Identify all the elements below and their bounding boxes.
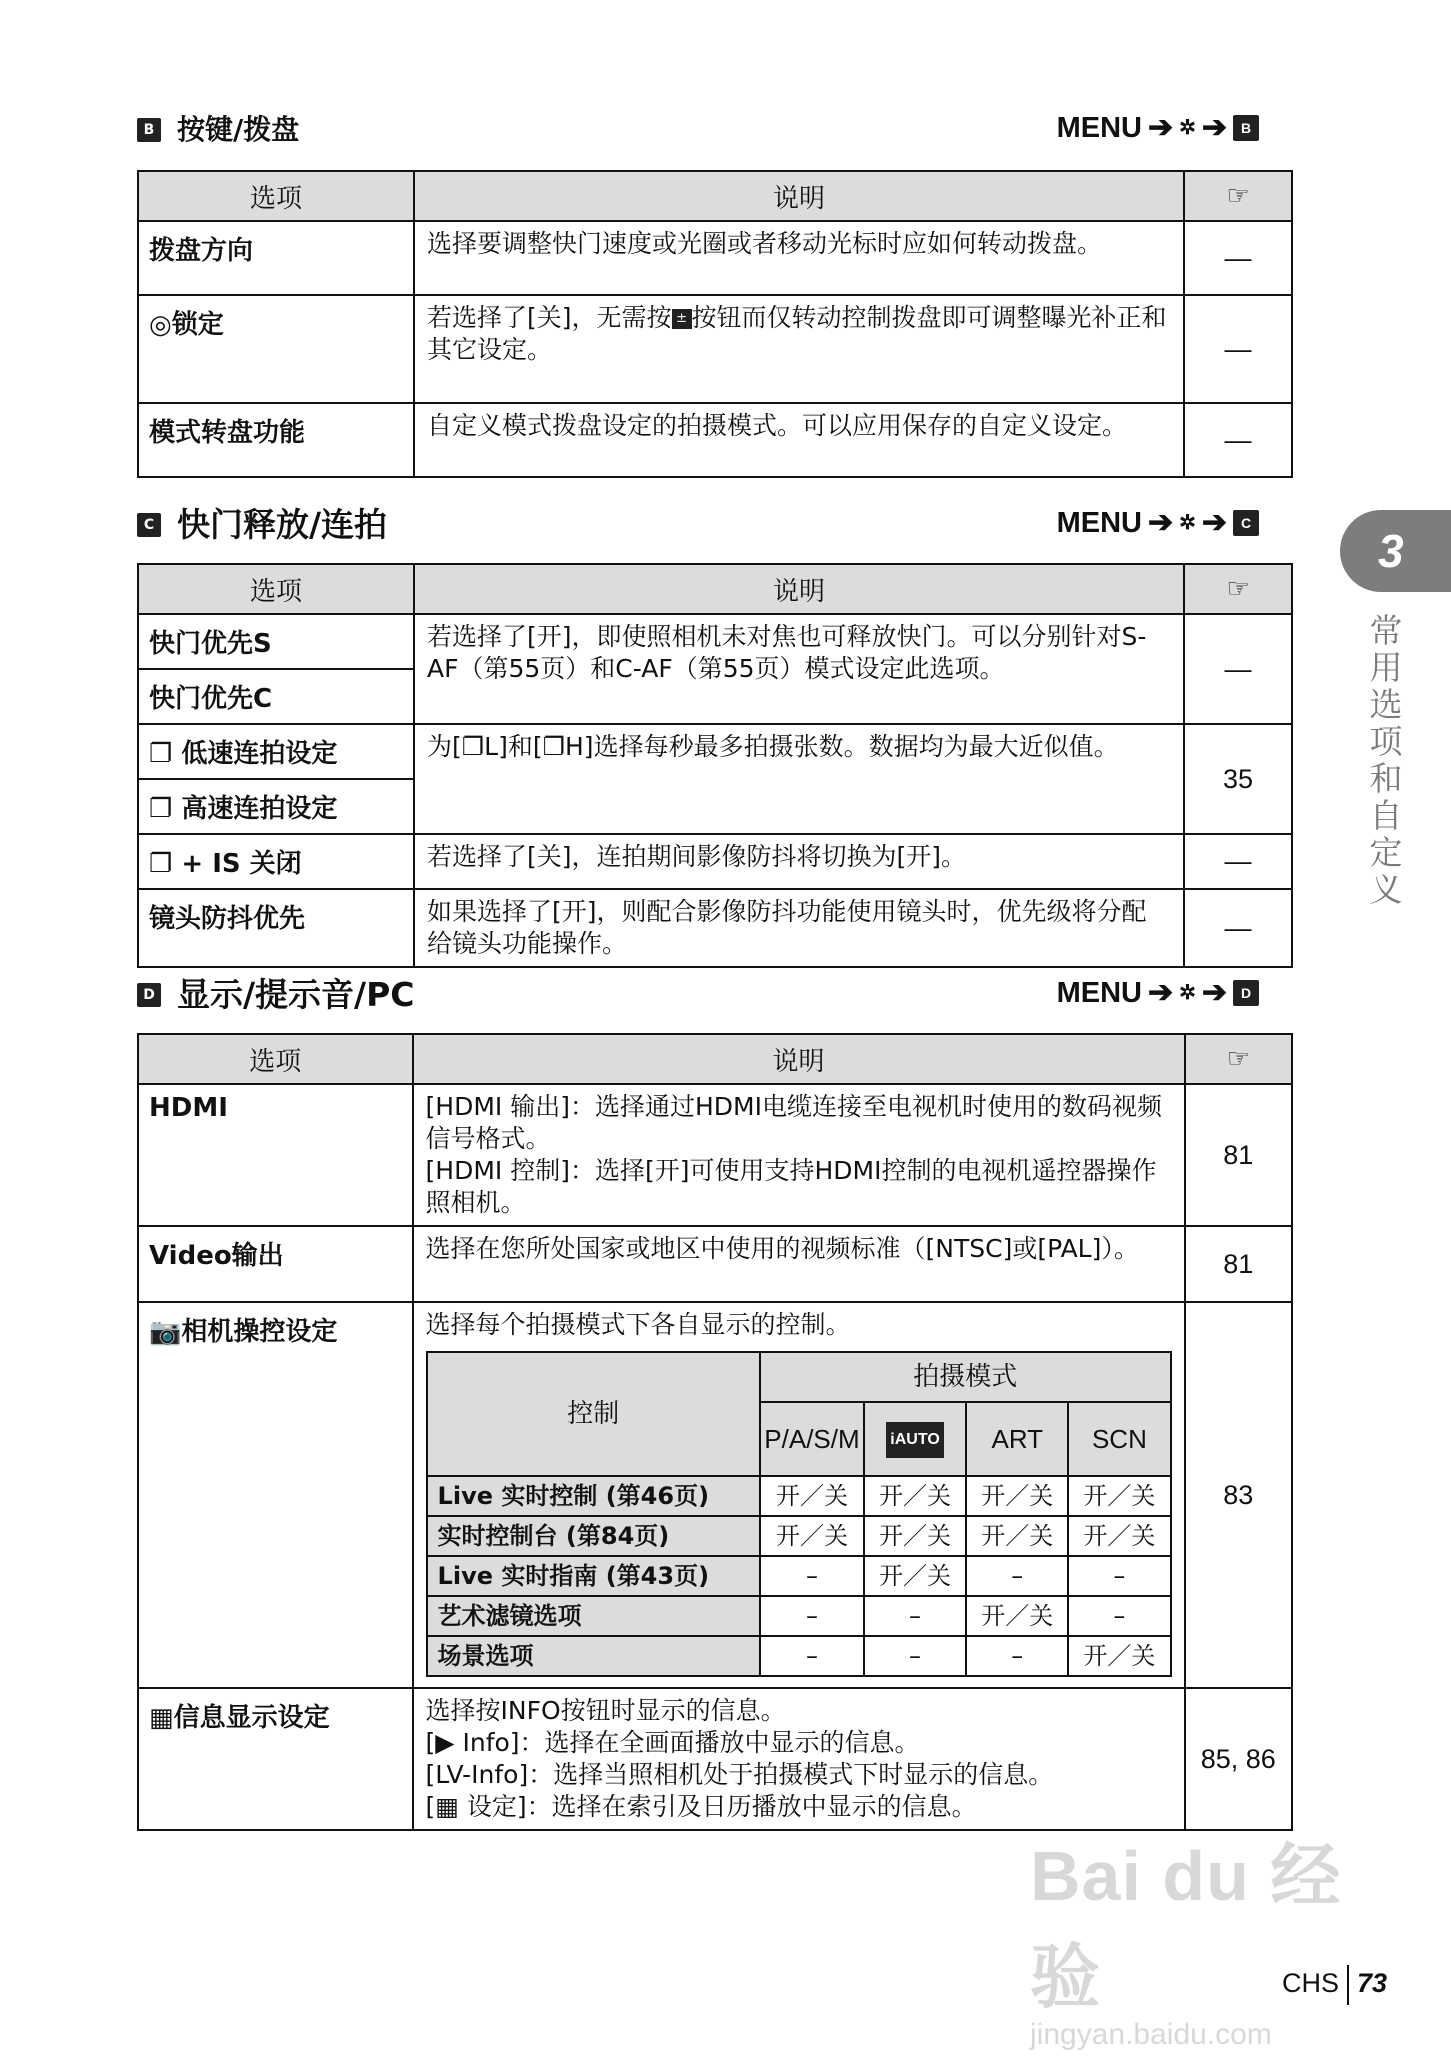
arrow-right-icon: ➔ bbox=[1147, 111, 1174, 144]
custom-menu-c-icon: C bbox=[1233, 510, 1259, 536]
table-row: ◎锁定 若选择了[关]，无需按 ± 按钮而仅转动控制拨盘即可调整曝光补正和其它设定。 — bbox=[138, 295, 1292, 403]
table-display-pc: 选项 说明 ☞ HDMI [HDMI 输出]：选择通过HDMI电缆连接至电视机时使用的数码视频信号格式。 [HDMI 控制]：选择[开]可使用支持HDMI控制的电视机遥控器操作照相机。 81 Video输出 选择在您所处国家或地区中使用的视频标准（[NTSC]或[PAL]）。 81 📷相机操控设定 选择每个拍摄模式下各自显示的控制。 控制 拍摄模式 P/A/S/M iAUTO ART SCN Live 实时控制 (第46页) 开／关 开／关 开／关 开／关 实时控制台 (第84页) 开／关 开／关 开／关 开／关 Live 实时指南 (第43页) – 开／关 – – 艺术滤镜选项 – – 开／关 – 场景选项 – – – 开／关 83 ▦信息显示设定 选择按INFO按钮时显示的信息。 [▶ Info]：选择在全画面播放中显示的信息。 [LV-Info]：选择当照相机处于拍摄模式下时显示的信息。 [▦ 设定]：选择在索引及日历播放中显示的信息。 85, 86 bbox=[137, 1033, 1293, 1831]
gear-icon: ✲ bbox=[1179, 512, 1196, 534]
index-grid-icon: ▦ bbox=[149, 1703, 174, 1733]
table-row: Live 实时指南 (第43页) – 开／关 – – bbox=[427, 1556, 1171, 1596]
table-row: HDMI [HDMI 输出]：选择通过HDMI电缆连接至电视机时使用的数码视频信号格式。 [HDMI 控制]：选择[开]可使用支持HDMI控制的电视机遥控器操作照相机。 81 bbox=[138, 1084, 1292, 1226]
table-row: Video输出 选择在您所处国家或地区中使用的视频标准（[NTSC]或[PAL]）。 81 bbox=[138, 1226, 1292, 1302]
arrow-right-icon: ➔ bbox=[1201, 111, 1227, 144]
page-number: 73 bbox=[1357, 1968, 1388, 1999]
gear-icon: ✲ bbox=[1179, 117, 1196, 139]
table-row: 快门优先C bbox=[138, 669, 1292, 724]
gear-icon: ✲ bbox=[1179, 982, 1196, 1004]
watermark: Bai du 经验 jingyan.baidu.com bbox=[1030, 1837, 1342, 2051]
table-row: 艺术滤镜选项 – – 开／关 – bbox=[427, 1596, 1171, 1636]
table-row: 场景选项 – – – 开／关 bbox=[427, 1636, 1171, 1676]
page-footer: CHS 73 bbox=[1282, 1965, 1387, 2005]
chapter-title: 常用选项和自定义 bbox=[1369, 611, 1403, 909]
menu-path: MENU ➔ ✲ ➔ D bbox=[1051, 975, 1259, 1011]
arrow-right-icon: ➔ bbox=[1201, 976, 1227, 1009]
chapter-tab: 3 bbox=[1340, 510, 1451, 592]
sequential-shooting-icon: ❐ bbox=[149, 794, 173, 824]
page-ref-icon: ☞ bbox=[1184, 564, 1292, 614]
section-title: 按键/拨盘 bbox=[177, 110, 307, 150]
arrow-right-icon: ➔ bbox=[1147, 506, 1174, 539]
table-release-sequential: 选项 说明 ☞ 快门优先S 若选择了[开]，即使照相机未对焦也可释放快门。可以分别针对S-AF（第55页）和C-AF（第55页）模式设定此选项。 — 快门优先C ❐ 低速连拍设定 为[❐L]和[❐H]选择每秒最多拍摄张数。数据均为最大近似值。 35 ❐ 高速连拍设定 ❐ + IS 关闭 若选择了[关]，连拍期间影像防抖将切换为[开]。 — 镜头防抖优先 如果选择了[开]，则配合影像防抖功能使用镜头时，优先级将分配给镜头功能操作。 — bbox=[137, 563, 1293, 968]
table-row: ❐ + IS 关闭 若选择了[关]，连拍期间影像防抖将切换为[开]。 — bbox=[138, 834, 1292, 889]
custom-menu-d-icon: D bbox=[1233, 980, 1259, 1006]
table-row: 实时控制台 (第84页) 开／关 开／关 开／关 开／关 bbox=[427, 1516, 1171, 1556]
table-row: ❐ 高速连拍设定 bbox=[138, 779, 1292, 834]
dial-icon: ◎ bbox=[149, 310, 172, 340]
section-title: 显示/提示音/PC bbox=[177, 975, 423, 1015]
custom-menu-b-icon: B bbox=[137, 118, 161, 142]
exposure-compensation-icon: ± bbox=[672, 309, 692, 329]
section-header-d bbox=[137, 975, 1293, 1021]
table-row: ▦信息显示设定 选择按INFO按钮时显示的信息。 [▶ Info]：选择在全画面播放中显示的信息。 [LV-Info]：选择当照相机处于拍摄模式下时显示的信息。 [▦ 设定]：选择在索引及日历播放中显示的信息。 85, 86 bbox=[138, 1688, 1292, 1830]
sequential-shooting-icon: ❐ bbox=[149, 739, 173, 769]
table-row: ❐ 低速连拍设定 为[❐L]和[❐H]选择每秒最多拍摄张数。数据均为最大近似值。 35 bbox=[138, 724, 1292, 779]
arrow-right-icon: ➔ bbox=[1201, 506, 1227, 539]
table-row: 快门优先S 若选择了[开]，即使照相机未对焦也可释放快门。可以分别针对S-AF（第55页）和C-AF（第55页）模式设定此选项。 — bbox=[138, 614, 1292, 669]
table-row: 镜头防抖优先 如果选择了[开]，则配合影像防抖功能使用镜头时，优先级将分配给镜头功能操作。 — bbox=[138, 889, 1292, 967]
table-buttons-dials: 选项 说明 ☞ 拨盘方向 选择要调整快门速度或光圈或者移动光标时应如何转动拨盘。 — ◎锁定 若选择了[关]，无需按 ± 按钮而仅转动控制拨盘即可调整曝光补正和其它设定。 — 模式转盘功能 自定义模式拨盘设定的拍摄模式。可以应用保存的自定义设定。 — bbox=[137, 170, 1293, 478]
menu-path: MENU ➔ ✲ ➔ C bbox=[1051, 505, 1259, 541]
section-title: 快门释放/连拍 bbox=[177, 505, 395, 545]
iauto-icon: iAUTO bbox=[886, 1422, 943, 1458]
table-row: 拨盘方向 选择要调整快门速度或光圈或者移动光标时应如何转动拨盘。 — bbox=[138, 221, 1292, 295]
custom-menu-d-icon: D bbox=[137, 983, 161, 1007]
menu-path: MENU ➔ ✲ ➔ B bbox=[1051, 110, 1259, 146]
custom-menu-b-icon: B bbox=[1233, 115, 1259, 141]
section-header-c bbox=[137, 505, 1293, 551]
page-ref-icon: ☞ bbox=[1185, 1034, 1292, 1084]
sequential-shooting-icon: ❐ bbox=[149, 849, 173, 879]
arrow-right-icon: ➔ bbox=[1147, 976, 1174, 1009]
page-ref-icon: ☞ bbox=[1184, 171, 1292, 221]
control-mode-table: 控制 拍摄模式 P/A/S/M iAUTO ART SCN Live 实时控制 (第46页) 开／关 开／关 开／关 开／关 实时控制台 (第84页) 开／关 开／关 开／关 开／关 Live 实时指南 (第43页) – 开／关 – – 艺术滤镜选项 – – 开／关 – 场景选项 – – – 开／关 bbox=[426, 1351, 1172, 1677]
table-row: Live 实时控制 (第46页) 开／关 开／关 开／关 开／关 bbox=[427, 1476, 1171, 1516]
table-row: 模式转盘功能 自定义模式拨盘设定的拍摄模式。可以应用保存的自定义设定。 — bbox=[138, 403, 1292, 477]
table-row: 📷相机操控设定 选择每个拍摄模式下各自显示的控制。 控制 拍摄模式 P/A/S/M iAUTO ART SCN Live 实时控制 (第46页) 开／关 开／关 开／关 开／关 实时控制台 (第84页) 开／关 开／关 开／关 开／关 Live 实时指南 (第43页) – 开／关 – – 艺术滤镜选项 – – 开／关 – 场景选项 – – – 开／关 83 bbox=[138, 1302, 1292, 1688]
camera-icon: 📷 bbox=[149, 1317, 182, 1347]
custom-menu-c-icon: C bbox=[137, 513, 161, 537]
section-header-b bbox=[137, 110, 1293, 156]
